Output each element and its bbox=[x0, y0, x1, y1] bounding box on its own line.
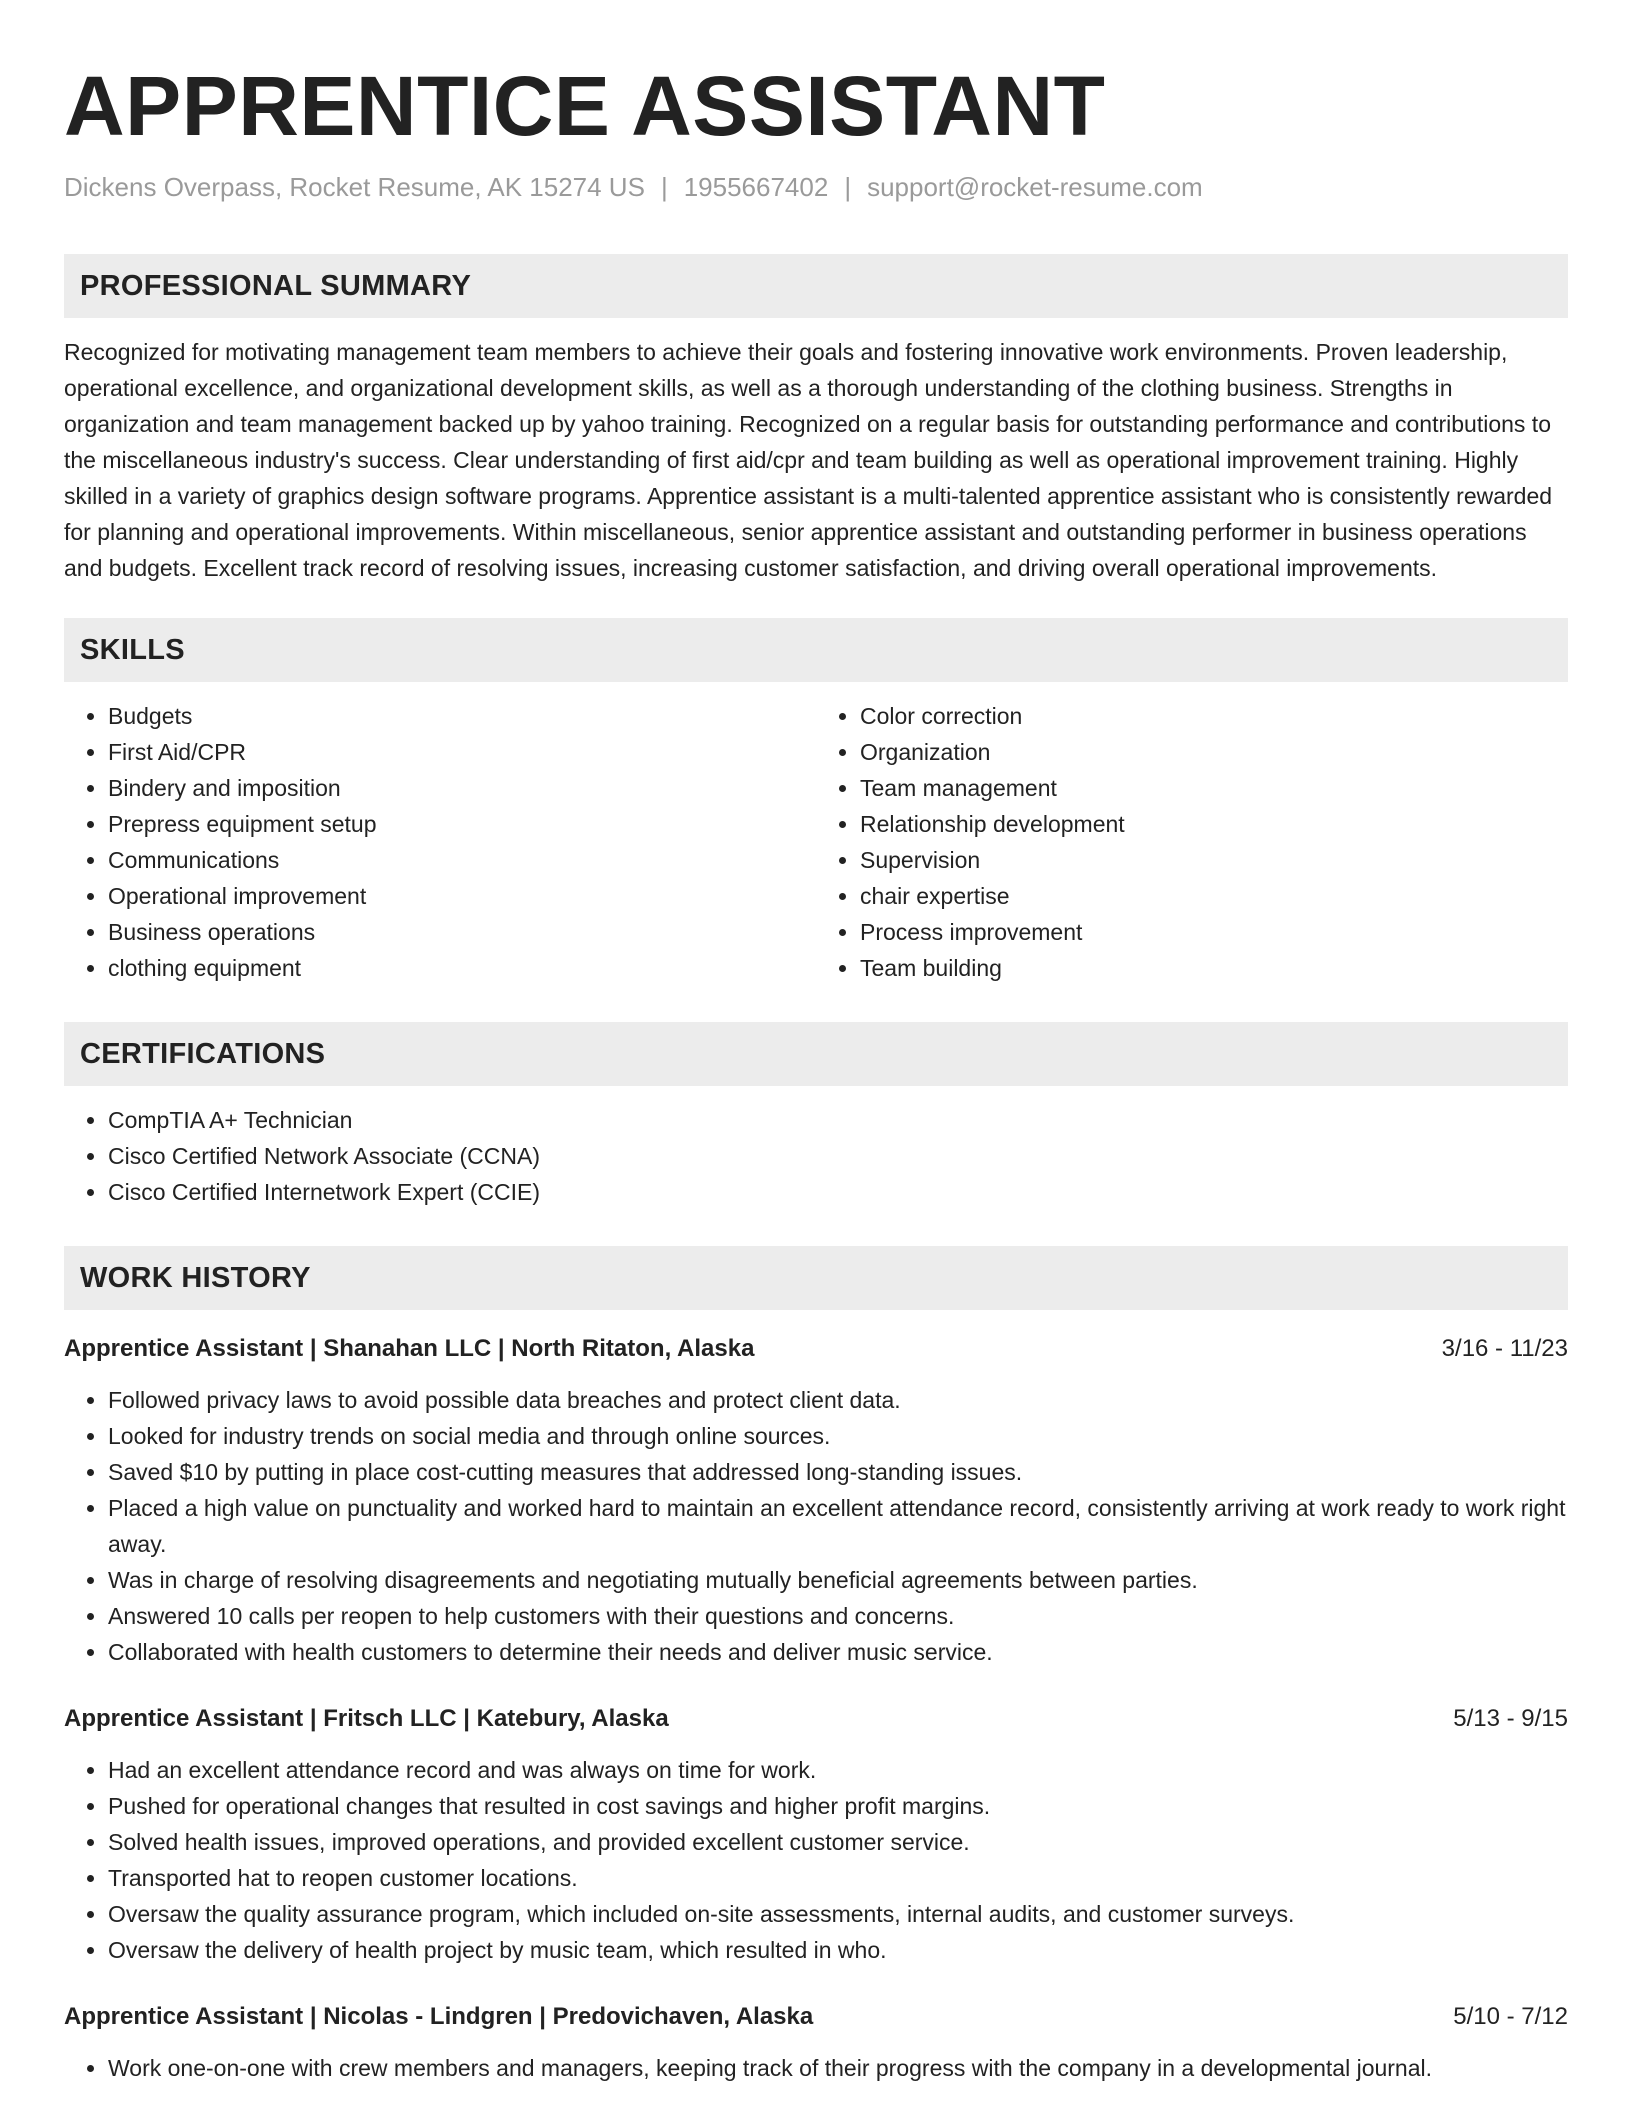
list-item: • Solved health issues, improved operations, and provided excellent customer service. bbox=[108, 1824, 1568, 1860]
list-item: • Pushed for operational changes that resulted in cost savings and higher profit margins. bbox=[108, 1788, 1568, 1824]
contact-email[interactable]: support@rocket-resume.com bbox=[867, 172, 1203, 202]
skills-column-right bbox=[816, 698, 1568, 986]
list-item: • CompTIA A+ Technician bbox=[108, 1102, 1568, 1138]
job-dates: 3/16 - 11/23 bbox=[1441, 1335, 1568, 1362]
job-entry bbox=[64, 1702, 1568, 1968]
job-entry bbox=[64, 2000, 1568, 2086]
resume-name: APPRENTICE ASSISTANT bbox=[64, 59, 1106, 153]
list-item: • First Aid/CPR bbox=[108, 734, 816, 770]
job-entry bbox=[64, 1332, 1568, 1670]
contact-separator: | bbox=[660, 172, 668, 202]
certifications-items bbox=[64, 1102, 1568, 1210]
list-item: • Supervision bbox=[860, 842, 1568, 878]
job-dates: 5/13 - 9/15 bbox=[1453, 1705, 1568, 1732]
list-item: • Answered 10 calls per reopen to help customers with their questions and concerns. bbox=[108, 1598, 1568, 1634]
list-item: • Transported hat to reopen customer locations. bbox=[108, 1860, 1568, 1896]
list-item: • Oversaw the delivery of health project by music team, which resulted in who. bbox=[108, 1932, 1568, 1968]
list-item: • Placed a high value on punctuality and worked hard to maintain an excellent attendance record, consistently arriving at work ready to work right away. bbox=[108, 1490, 1568, 1562]
list-item: • Process improvement bbox=[860, 914, 1568, 950]
job-bullets bbox=[64, 2050, 1568, 2086]
list-item: • Prepress equipment setup bbox=[108, 806, 816, 842]
list-item: • Business operations bbox=[108, 914, 816, 950]
list-item: • Looked for industry trends on social media and through online sources. bbox=[108, 1418, 1568, 1454]
job-header bbox=[64, 1702, 1568, 1736]
list-item: • Cisco Certified Internetwork Expert (CCIE) bbox=[108, 1174, 1568, 1210]
list-item: • Saved $10 by putting in place cost-cutting measures that addressed long-standing issues. bbox=[108, 1454, 1568, 1490]
work-history-heading: WORK HISTORY bbox=[64, 1246, 1568, 1310]
list-item: • Budgets bbox=[108, 698, 816, 734]
certifications-heading: CERTIFICATIONS bbox=[64, 1022, 1568, 1086]
job-header bbox=[64, 1332, 1568, 1366]
list-item: • Communications bbox=[108, 842, 816, 878]
skills-heading: SKILLS bbox=[64, 618, 1568, 682]
list-item: • Had an excellent attendance record and was always on time for work. bbox=[108, 1752, 1568, 1788]
contact-line bbox=[64, 170, 1568, 204]
contact-phone: 1955667402 bbox=[683, 172, 829, 202]
list-item: • Followed privacy laws to avoid possible data breaches and protect client data. bbox=[108, 1382, 1568, 1418]
skills-column-left bbox=[64, 698, 816, 986]
list-item: • Cisco Certified Network Associate (CCNA) bbox=[108, 1138, 1568, 1174]
work-history-list bbox=[64, 1332, 1568, 2086]
job-dates: 5/10 - 7/12 bbox=[1453, 2003, 1568, 2030]
list-item: • Was in charge of resolving disagreements and negotiating mutually beneficial agreements between parties. bbox=[108, 1562, 1568, 1598]
list-item: • Color correction bbox=[860, 698, 1568, 734]
list-item: • Team building bbox=[860, 950, 1568, 986]
list-item: • Bindery and imposition bbox=[108, 770, 816, 806]
list-item: • Relationship development bbox=[860, 806, 1568, 842]
list-item: • chair expertise bbox=[860, 878, 1568, 914]
resume-page bbox=[64, 0, 1568, 2086]
job-title: Apprentice Assistant | Fritsch LLC | Katebury, Alaska bbox=[64, 1705, 669, 1732]
list-item: • Team management bbox=[860, 770, 1568, 806]
list-item: • Organization bbox=[860, 734, 1568, 770]
skills-list bbox=[64, 698, 1568, 986]
job-bullets bbox=[64, 1752, 1568, 1968]
summary-text: Recognized for motivating management team members to achieve their goals and fostering innovative work environments. Proven leadership, operational excellence, and organizational development skills, as well as a thorough understanding of the clothing business. Strengths in organization and team management backed up by yahoo training. Recognized on a regular basis for outstanding performance and contributions to the miscellaneous industry's success. Clear understanding of first aid/cpr and team building as well as operational improvement training. Highly skilled in a variety of graphics design software programs. Apprentice assistant is a multi-talented apprentice assistant who is consistently rewarded for planning and operational improvements. Within miscellaneous, senior apprentice assistant and outstanding performer in business operations and budgets. Excellent track record of resolving issues, increasing customer satisfaction, and driving overall operational improvements. bbox=[64, 339, 1553, 581]
list-item: • Work one-on-one with crew members and managers, keeping track of their progress with the company in a developmental journal. bbox=[108, 2050, 1568, 2086]
certifications-list bbox=[64, 1102, 1568, 1210]
job-title: Apprentice Assistant | Nicolas - Lindgren | Predovichaven, Alaska bbox=[64, 2003, 814, 2030]
list-item: • Operational improvement bbox=[108, 878, 816, 914]
summary-heading: PROFESSIONAL SUMMARY bbox=[64, 254, 1568, 318]
job-title: Apprentice Assistant | Shanahan LLC | North Ritaton, Alaska bbox=[64, 1335, 755, 1362]
contact-separator: | bbox=[844, 172, 852, 202]
list-item: • Oversaw the quality assurance program, which included on-site assessments, internal audits, and customer surveys. bbox=[108, 1896, 1568, 1932]
job-bullets bbox=[64, 1382, 1568, 1670]
job-header bbox=[64, 2000, 1568, 2034]
list-item: • clothing equipment bbox=[108, 950, 816, 986]
contact-address: Dickens Overpass, Rocket Resume, AK 15274 US bbox=[64, 172, 645, 202]
list-item: • Collaborated with health customers to determine their needs and deliver music service. bbox=[108, 1634, 1568, 1670]
